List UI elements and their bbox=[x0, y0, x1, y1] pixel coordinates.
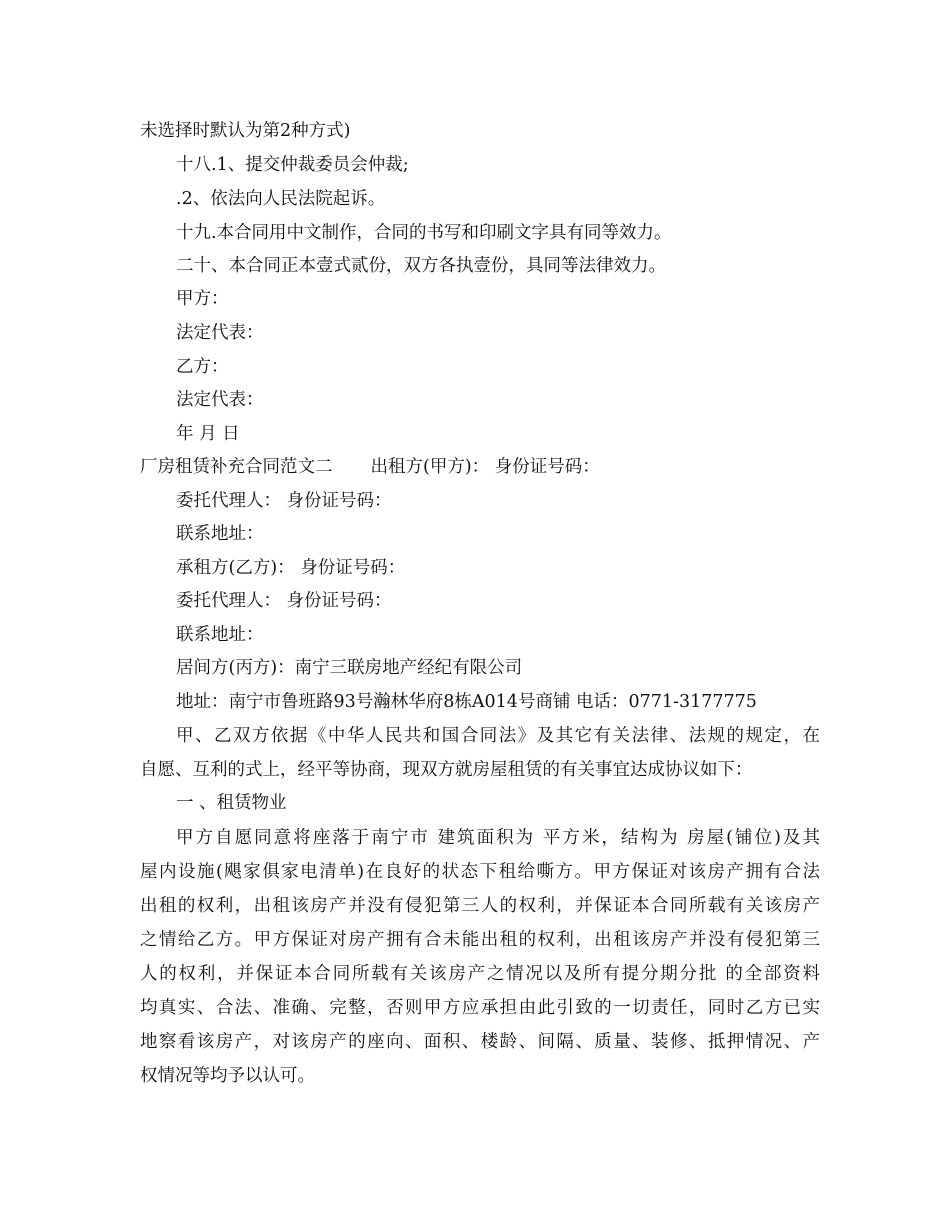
date-line: 年 月 日 bbox=[176, 424, 240, 444]
signature-label: 法定代表： bbox=[176, 390, 264, 410]
form-field: 委托代理人： 身份证号码： bbox=[176, 591, 392, 611]
section-title: 厂房租赁补充合同范文二 bbox=[140, 457, 333, 477]
text-line: 人的权利，并保证本合同所载有关该房产之情况以及所有提分期分批 的全部资料 bbox=[140, 964, 820, 984]
signature-label: 乙方： bbox=[176, 357, 229, 377]
text-line: 均真实、合法、准确、完整，否则甲方应承担由此引致的一切责任，同时乙方已实 bbox=[140, 998, 820, 1018]
text-line: 甲、乙双方依据《中华人民共和国合同法》及其它有关法律、法规的规定，在 bbox=[176, 726, 820, 746]
form-field: 居间方(丙方)：南宁三联房地产经纪有限公司 bbox=[176, 658, 523, 678]
form-field: 承租方(乙方)： 身份证号码： bbox=[176, 558, 406, 578]
text-line: 自愿、互利的式上，经平等协商，现双方就房屋租赁的有关事宜达成协议如下： bbox=[140, 760, 753, 780]
text-line: 二十、本合同正本壹式贰份，双方各执壹份，具同等法律效力。 bbox=[176, 256, 666, 276]
text-line: 地察看该房产，对该房产的座向、面积、楼龄、间隔、质量、装修、抵押情况、产 bbox=[140, 1032, 820, 1052]
text-line: .2、依法向人民法院起诉。 bbox=[176, 189, 386, 209]
clause-heading: 一 、租赁物业 bbox=[176, 793, 287, 813]
form-field: 联系地址： bbox=[176, 524, 264, 544]
signature-label: 甲方： bbox=[176, 289, 229, 309]
text-line: 十九.本合同用中文制作，合同的书写和印刷文字具有同等效力。 bbox=[176, 223, 672, 243]
text-line: 权情况等均予以认可。 bbox=[140, 1066, 315, 1086]
text-line: 屋内设施(飓家俱家电清单)在良好的状态下租给嘶方。甲方保证对该房产拥有合法 bbox=[140, 862, 820, 882]
form-field: 委托代理人： 身份证号码： bbox=[176, 491, 392, 511]
section-title-line bbox=[140, 455, 820, 479]
text-line: 未选择时默认为第2种方式) bbox=[140, 121, 351, 141]
form-field: 联系地址： bbox=[176, 625, 264, 645]
text-line: 甲方自愿同意将座落于南宁市 建筑面积为 平方米，结构为 房屋(铺位)及其 bbox=[176, 828, 820, 848]
form-field: 地址：南宁市鲁班路93号瀚林华府8栋A014号商铺 电话：0771-3177775 bbox=[176, 692, 757, 712]
text-line: 出租的权利，出租该房产并没有侵犯第三人的权利，并保证本合同所载有关该房产 bbox=[140, 896, 820, 916]
text-line: 十八.1、提交仲裁委员会仲裁; bbox=[176, 155, 409, 175]
lessor-field: 出租方(甲方)： 身份证号码： bbox=[370, 457, 600, 477]
signature-label: 法定代表： bbox=[176, 323, 264, 343]
text-line: 之情给乙方。甲方保证对房产拥有合未能出租的权利，出租该房产并没有侵犯第三 bbox=[140, 930, 820, 950]
